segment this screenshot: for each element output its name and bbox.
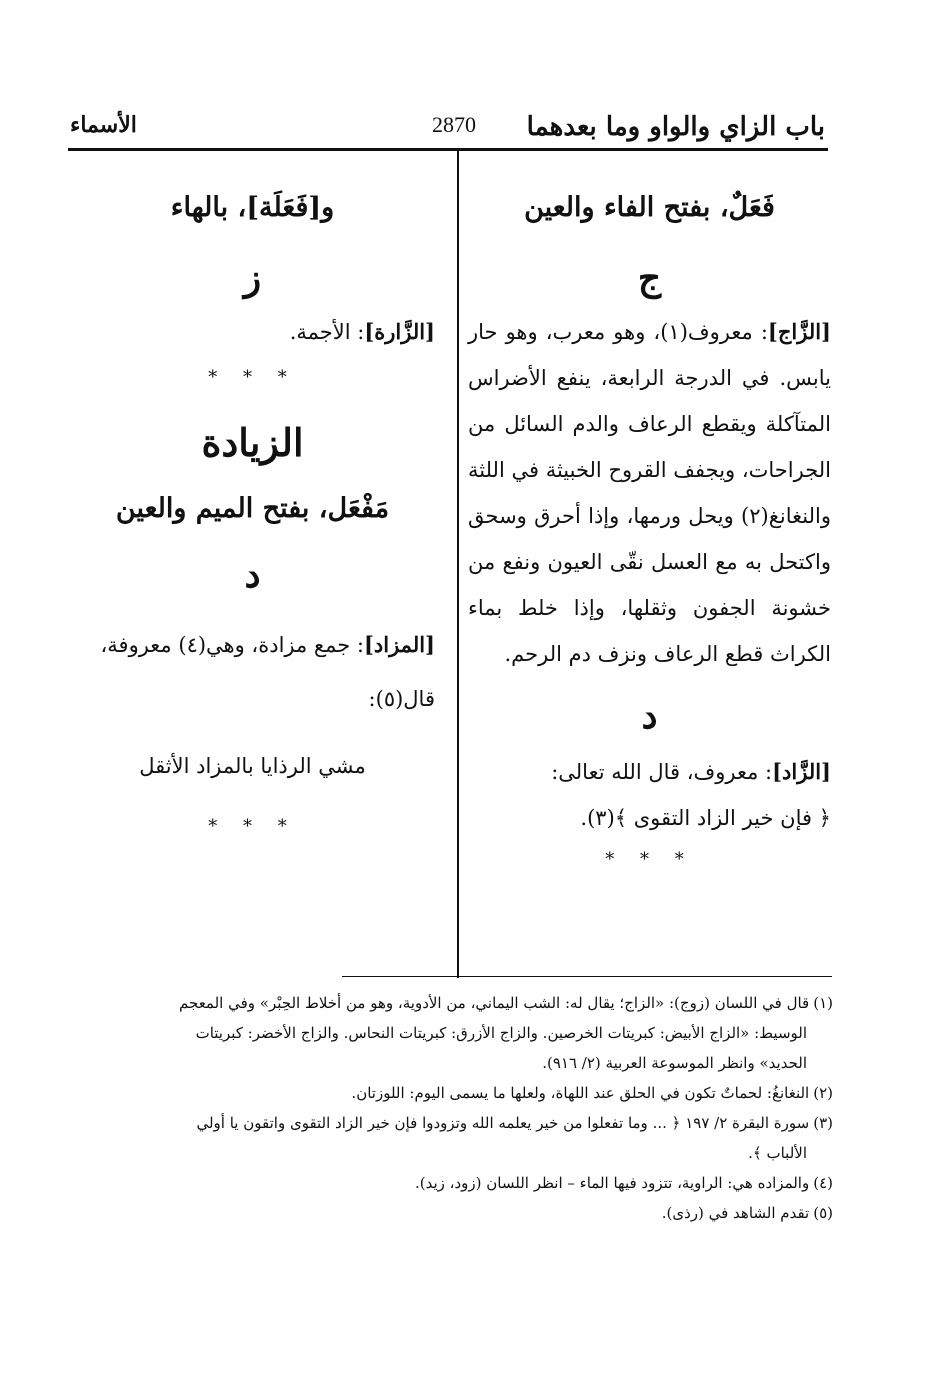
- footnote: (١)قال في اللسان (زوج): «الزاج؛ يقال له: الشب اليماني، من الأدوية، وهو من أخلاط الحِبْر» وفي المعجم: [179, 994, 833, 1012]
- section-separator: * * *: [208, 367, 297, 388]
- entry-text: : معروف(١)، وهو معرب، وهو حار يابس. في الدرجة الرابعة، ينفع الأضراس المتآكلة ويقطع الرعاف والدم السائل من الجراحات، ويجفف القروح الخبيثة في اللثة والنغانغ(٢) ويحل ورمها، وإذا أحرق وسحق واكتحل به مع العسل نقّى العيون ونفع من خشونة الجفون وثقلها، وإذا خلط بماء الكراث قطع الرعاف ونزف دم الرحم.: [468, 320, 831, 666]
- section-title: الزيادة: [201, 420, 304, 465]
- entry-zaj: [468, 309, 831, 677]
- letter-heading: ج: [637, 257, 662, 299]
- right-column: [468, 190, 831, 870]
- footnotes: [78, 988, 833, 1228]
- left-column: [70, 190, 435, 837]
- column-divider: [457, 150, 459, 978]
- footnote-continuation: الحديد» وانظر الموسوعة العربية (٢/ ٩١٦).: [542, 1054, 807, 1072]
- footnote-continuation: الألباب ﴾.: [748, 1144, 807, 1162]
- letter-heading: ز: [243, 257, 262, 299]
- letter-heading: د: [641, 695, 658, 737]
- running-header-chapter: باب الزاي والواو وما بعدهما: [526, 112, 825, 142]
- section-separator: * * *: [605, 849, 694, 870]
- entry-zad: [468, 749, 831, 795]
- entry-text: : معروف، قال الله تعالى:: [551, 760, 773, 784]
- entry-zara: [70, 309, 435, 355]
- poetry-verse: مشي الرذايا بالمزاد الأثقل: [139, 754, 366, 778]
- header-rule: [68, 148, 828, 151]
- quran-quote: ﴿ فإن خير الزاد التقوى ﴾(٣).: [580, 806, 831, 830]
- quote-intro: قال(٥):: [368, 687, 435, 711]
- pattern-heading: و[فَعَلَة]، بالهاء: [170, 192, 335, 223]
- page-number: 2870: [432, 112, 476, 137]
- footnote-continuation: الوسيط: «الزاج الأبيض: كبريتات الخرصين. والزاج الأزرق: كبريتات النحاس. والزاج الأخضر: كبريتات: [195, 1024, 807, 1042]
- entry-term: [المزاد]: [363, 632, 435, 657]
- footnote: (٢)النغانغُ: لحماتٌ تكون في الحلق عند اللهاة، ولعلها ما يسمى اليوم: اللوزتان.: [351, 1084, 833, 1102]
- letter-heading: د: [244, 554, 261, 596]
- pattern-heading: مَفْعَل، بفتح الميم والعين: [115, 493, 390, 524]
- entry-text: : جمع مزادة، وهي(٤) معروفة،: [100, 633, 364, 657]
- entry-mazad: [70, 622, 435, 668]
- entry-text: : الأجمة.: [289, 320, 365, 344]
- footnote: (٥)تقدم الشاهد في (رذى).: [661, 1204, 833, 1222]
- footnote: (٤)والمزاده هي: الراوية، تتزود فيها الماء – انظر اللسان (زود، زيد).: [414, 1174, 833, 1192]
- section-separator: * * *: [208, 816, 297, 837]
- entry-term: [الزَّاد]: [772, 759, 831, 784]
- entry-term: [الزَّاج]: [767, 319, 831, 344]
- running-header-section: الأسماء: [70, 112, 137, 138]
- footnote-rule: [342, 976, 832, 977]
- footnote: (٣)سورة البقرة ٢/ ١٩٧ ﴿ ... وما تفعلوا من خير يعلمه الله وتزودوا فإن خير الزاد التقوى واتقون يا أولي: [196, 1114, 833, 1132]
- entry-term: [الزَّارة]: [364, 319, 435, 344]
- pattern-heading: فَعَلٌ، بفتح الفاء والعين: [524, 192, 775, 223]
